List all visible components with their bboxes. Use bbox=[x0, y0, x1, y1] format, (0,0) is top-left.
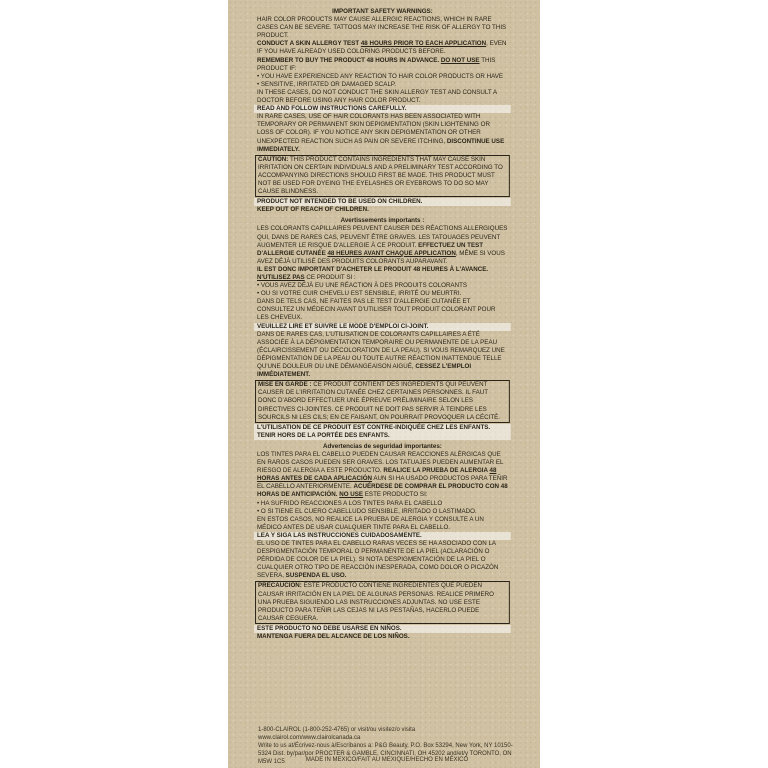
warning-panel bbox=[228, 0, 540, 768]
spanish-bullet-2: • O SI TIENE EL CUERO CABELLUDO SENSIBLE, IRRITADO O LASTIMADO. bbox=[257, 507, 477, 515]
spanish-suspend: SUSPENDA EL USO. bbox=[285, 572, 347, 580]
french-title: Avertissements importants : bbox=[340, 217, 425, 225]
english-test-bold: CONDUCT A SKIN ALLERGY TEST bbox=[257, 40, 361, 48]
french-test-underline: 48 HEURES AVANT CHAQUE APPLICATION bbox=[327, 249, 456, 257]
english-bullet-1: • YOU HAVE EXPERIENCED ANY REACTION TO HAIR COLOR PRODUCTS OR HAVE bbox=[257, 72, 504, 80]
french-allergy-text: LES COLORANTS CAPILLAIRES PEUVENT CAUSER DES RÉACTIONS ALLERGIQUES QUI, DANS DE RARES CAS, PEUVENT ÊTRE GRAVES. LES TATOUAGES PEUVENT AUGMENTER LE RISQUE D'ALLERGIE À CE PRODUIT. bbox=[257, 225, 508, 249]
footer-address: Write to us at/Écrivez-nous à/Escríbanos a: P&G Beauty, P.O. Box 53294, New York, NY 10150-5324 Dist. by/par/por PROCTER & GAMBLE, CINCINNATI, OH 45202 and/et/y TORONTO, ON M5W 1C5 bbox=[258, 743, 513, 765]
spanish-test-rest: AUN SI HA USADO PRODUCTOS PARA TEÑIR EL CABELLO ANTERIORMENTE. bbox=[257, 475, 508, 491]
english-allergy-paragraph bbox=[257, 16, 508, 40]
french-buy-paragraph: IL EST DONC IMPORTANT D'ACHETER LE PRODUIT 48 HEURES À L'AVANCE. bbox=[257, 265, 489, 273]
spanish-allergy-text: LOS TINTES PARA EL CABELLO PUEDEN CAUSAR REACCIONES ALÉRGICAS QUE EN RAROS CASOS PUEDEN SER GRAVES. LOS TATUAJES PUEDEN AUMENTAR EL RIESGO DE ALERGIA A ESTE PRODUCTO. bbox=[257, 450, 504, 475]
french-read-instructions: VEUILLEZ LIRE ET SUIVRE LE MODE D'EMPLOI CI-JOINT. bbox=[254, 323, 511, 331]
french-depigmentation-text: DANS DE RARES CAS, L'UTILISATION DE COLORANTS CAPILLAIRES A ÉTÉ ASSOCIÉE À LA DÉPIGMENTATION TEMPORAIRE OU PERMANENTE DE LA PEAU (ÉCLAIRCISSEMENT OU DÉCOLORATION DE LA PEAU). SI VOUS REMARQUEZ UNE DÉPIGMENTATION DE LA PEAU OU TOUTE AUTRE RÉACTION INATTENDUE TELLE QU'UNE DOULEUR OU UNE DÉMANGEAISON AIGUË, bbox=[257, 330, 505, 371]
spanish-allergy-paragraph bbox=[257, 451, 508, 500]
spanish-children-1: ESTE PRODUCTO NO DEBE USARSE EN NIÑOS. bbox=[254, 625, 511, 633]
spanish-read-instructions: LEA Y SIGA LAS INSTRUCCIONES CUIDADOSAMENTE. bbox=[254, 532, 511, 540]
spanish-depigmentation-paragraph bbox=[257, 540, 508, 580]
french-bullet-2: • OU SI VOTRE CUIR CHEVELU EST SENSIBLE, IRRITÉ OU MEURTRI. bbox=[257, 290, 462, 298]
french-do-not-use-paragraph bbox=[257, 274, 508, 282]
spanish-caution-box bbox=[255, 581, 510, 623]
english-buy-rest: THIS PRODUCT IF: bbox=[257, 56, 496, 72]
english-children-2: KEEP OUT OF REACH OF CHILDREN. bbox=[257, 206, 369, 214]
spanish-bullet-1: • HA SUFRIDO REACCIONES A LOS TINTES PARA EL CABELLO bbox=[257, 499, 443, 507]
english-title: IMPORTANT SAFETY WARNINGS: bbox=[332, 8, 433, 15]
french-consult-paragraph: DANS DE TELS CAS, NE FAITES PAS LE TEST D'ALLERGIE CUTANÉE ET CONSULTEZ UN MÉDECIN AVANT D'UTILISER TOUT PRODUIT COLORANT POUR LES CHEVEUX. bbox=[257, 298, 496, 322]
english-test-underline: 48 HOURS PRIOR TO EACH APPLICATION bbox=[360, 40, 487, 48]
french-discontinue: CESSEZ L'EMPLOI IMMÉDIATEMENT. bbox=[257, 363, 472, 379]
spanish-test-underline: 48 HORAS ANTES DE CADA APLICACIÓN bbox=[257, 467, 497, 483]
english-allergy-text: HAIR COLOR PRODUCTS MAY CAUSE ALLERGIC REACTIONS, WHICH IN RARE CASES CAN BE SEVERE. TATTOOS MAY INCREASE THE RISK OF ALLERGY TO THIS PRODUCT. bbox=[257, 16, 507, 40]
spanish-title: Advertencias de seguridad importantes: bbox=[323, 442, 442, 450]
english-buy-paragraph bbox=[257, 57, 508, 73]
english-test-rest: , EVEN IF YOU HAVE ALREADY USED COLORING PRODUCTS BEFORE. bbox=[257, 40, 507, 56]
english-caution-text: THIS PRODUCT CONTAINS INGREDIENTS THAT MAY CAUSE SKIN IRRITATION ON CERTAIN INDIVIDUALS AND A PRELIMINARY TEST ACCORDING TO ACCOMPANYING DIRECTIONS SHOULD FIRST BE MADE. THIS PRODUCT MUST NOT BE USED FOR DYEING THE EYELASHES OR EYEBROWS TO DO SO MAY CAUSE BLINDNESS. bbox=[257, 155, 503, 196]
spanish-consult-paragraph: EN ESTOS CASOS, NO REALICE LA PRUEBA DE ALERGIA Y CONSULTE A UN MÉDICO ANTES DE USAR CUALQUIER TINTE PARA EL CABELLO. bbox=[257, 515, 484, 531]
english-do-not-use: DO NOT USE bbox=[440, 56, 480, 64]
french-allergy-paragraph bbox=[257, 225, 508, 265]
english-children-1: PRODUCT NOT INTENDED TO BE USED ON CHILDREN. bbox=[254, 198, 511, 206]
english-read-instructions: READ AND FOLLOW INSTRUCTIONS CAREFULLY. bbox=[254, 105, 511, 113]
spanish-do-not-use: NO USE bbox=[339, 491, 364, 499]
french-depigmentation-paragraph bbox=[257, 331, 508, 380]
spanish-depigmentation-text: EL USO DE TINTES PARA EL CABELLO RARAS VECES SE HA ASOCIADO CON LA DESPIGMENTACIÓN TEMPORAL O PERMANENTE DE LA PIEL (ACLARACIÓN O PÉRDIDA DE COLOR DE LA PIEL). SI NOTA DESPIGMENTACIÓN DE LA PIEL O CUALQUIER OTRO TIPO DE REACCIÓN INESPERADA, COMO DOLOR O PICAZÓN SEVERA, bbox=[257, 540, 499, 580]
french-bullet-1: • VOUS AVEZ DÉJÀ EU UNE RÉACTION À DES PRODUITS COLORANTS bbox=[257, 282, 468, 290]
footer-phone: 1-800-CLAIROL (1-800-252-4765) or visit/ou visitez/o visita www.clairol.com/www.clairolcanada.ca bbox=[258, 727, 416, 741]
english-consult-paragraph: IN THESE CASES, DO NOT CONDUCT THE SKIN ALLERGY TEST AND CONSULT A DOCTOR BEFORE USING ANY HAIR COLOR PRODUCT. bbox=[257, 88, 497, 105]
footer-made-in: MADE IN MEXICO/FAIT AU MEXIQUE/HECHO EN MÉXICO bbox=[305, 757, 469, 763]
french-do-not-use: N'UTILISEZ PAS bbox=[257, 274, 305, 281]
french-children: L'UTILISATION DE CE PRODUIT EST CONTRE-INDIQUÉE CHEZ LES ENFANTS. TENIR HORS DE LA PORTÉE DES ENFANTS. bbox=[254, 424, 511, 440]
spanish-children-2: MANTENGA FUERA DEL ALCANCE DE LOS NIÑOS. bbox=[257, 633, 410, 641]
english-caution-label: CAUTION: bbox=[257, 155, 289, 163]
english-buy-bold: REMEMBER TO BUY THE PRODUCT 48 HOURS IN ADVANCE. bbox=[257, 56, 441, 64]
english-depigmentation-paragraph bbox=[257, 113, 508, 153]
english-caution-box bbox=[255, 155, 510, 197]
spanish-do-not-use-rest: ESTE PRODUCTO SI: bbox=[363, 491, 428, 499]
spanish-caution-text: ESTE PRODUCTO CONTIENE INGREDIENTES QUE PUEDEN CAUSAR IRRITACIÓN EN LA PIEL DE ALGUNAS PERSONAS. REALICE PRIMERO UNA PRUEBA SIGUIENDO LAS INSTRUCCIONES ADJUNTAS. NO USE ESTE PRODUCTO PARA TEÑIR LAS CEJAS NI LAS PESTAÑAS, HACERLO PUEDE CAUSAR CEGUERA. bbox=[257, 582, 494, 622]
spanish-test-bold: REALICE LA PRUEBA DE ALERGIA bbox=[383, 467, 490, 475]
french-caution-text: CE PRODUIT CONTIENT DES INGRÉDIENTS QUI PEUVENT CAUSER DE L'IRRITATION CUTANÉE CHEZ CERTAINES PERSONNES. IL FAUT DONC D'ABORD EFFECTUER UNE ÉPREUVE PRÉLIMINAIRE SELON LES DIRECTIVES CI-JOINTES. CE PRODUIT NE DOIT PAS SERVIR À TEINDRE LES SOURCILS NI LES CILS; EN CE FAISANT, ON POURRAIT PROVOQUER LA CÉCITÉ. bbox=[257, 381, 501, 421]
spanish-caution-label: PRECAUCIÓN: bbox=[257, 582, 302, 590]
spanish-buy-bold: ACUÉRDESE DE COMPRAR EL PRODUCTO CON 48 HORAS DE ANTICIPACIÓN. bbox=[257, 483, 508, 499]
french-do-not-use-rest: CE PRODUIT SI : bbox=[304, 274, 356, 281]
english-bullet-2: • SENSITIVE, IRRITATED OR DAMAGED SCALP. bbox=[257, 80, 396, 88]
french-test-rest: , MÊME SI VOUS AVEZ DÉJÀ UTILISÉ DES PRODUITS COLORANTS AUPARAVANT. bbox=[257, 249, 505, 265]
english-discontinue: DISCONTINUE USE IMMEDIATELY. bbox=[257, 137, 505, 153]
french-test-bold: EFFECTUEZ UN TEST D'ALLERGIE CUTANÉE bbox=[257, 241, 484, 257]
english-test-paragraph bbox=[257, 40, 508, 56]
warnings-text-column bbox=[257, 8, 508, 641]
english-depigmentation-text: IN RARE CASES, USE OF HAIR COLORANTS HAS BEEN ASSOCIATED WITH TEMPORARY OR PERMANENT SKIN DEPIGMENTATION (SKIN LIGHTENING OR LOSS OF COLOR). IF YOU NOTICE ANY SKIN DEPIGMENTATION OR OTHER UNEXPECTED REACTION SUCH AS PAIN OR SEVERE ITCHING, bbox=[257, 113, 490, 145]
french-caution-box bbox=[255, 380, 510, 422]
french-caution-label: MISE EN GARDE : bbox=[257, 381, 312, 389]
